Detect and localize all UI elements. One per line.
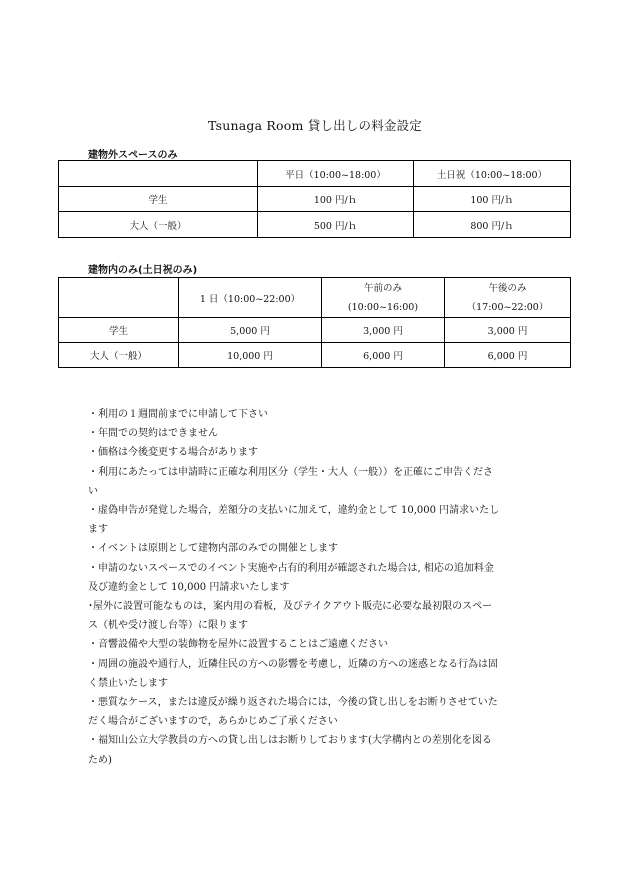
note-line: ・年間での契約はできません	[88, 428, 218, 440]
indoor-rate-table	[58, 277, 571, 368]
table-header-row	[59, 161, 571, 187]
page-title: Tsunaga Room 貸し出しの料金設定	[207, 118, 422, 133]
price-cell: 100 円/ｈ	[414, 187, 571, 212]
header-cell-weekend: 土日祝（10:00~18:00）	[414, 161, 571, 187]
price-cell: 6,000 円	[445, 343, 571, 368]
note-line: く禁止いたします	[88, 677, 168, 689]
note-line: ･屋外に設置可能なものは，案内用の看板，及びテイクアウト販売に必要な最初限のスペー	[88, 601, 493, 613]
price-cell: 10,000 円	[179, 343, 322, 368]
header-morning-hours: (10:00~16:00)	[347, 301, 419, 313]
header-cell-morning	[322, 278, 445, 318]
section-heading-indoor: 建物内のみ(土日祝のみ)	[88, 265, 198, 276]
header-cell-weekday: 平日（10:00~18:00）	[258, 161, 414, 187]
price-cell: 5,000 円	[179, 318, 322, 343]
note-line: だく場合がございますので，あらかじめご了承ください	[88, 716, 338, 728]
note-line: ・音響設備や大型の装飾物を屋外に設置することはご遠慮ください	[88, 639, 388, 651]
header-afternoon-label: 午後のみ	[488, 282, 527, 294]
section-heading-outdoor: 建物外スペースのみ	[88, 150, 178, 161]
note-line: ・周囲の施設や通行人，近隣住民の方への影響を考慮し，近隣の方への迷惑となる行為は固	[88, 658, 498, 670]
price-cell: 800 円/ｈ	[414, 212, 571, 238]
row-label-adult: 大人（一般）	[59, 343, 179, 368]
table-row	[59, 187, 571, 212]
note-line: ・利用にあたっては申請時に正確な利用区分（学生・大人（一般））を正確にご申告くださ	[88, 466, 493, 478]
note-line: ・イベントは原則として建物内部のみでの開催とします	[88, 543, 338, 555]
note-line: ・悪質なケース，または違反が繰り返された場合には，今後の貸し出しをお断りさせていた	[88, 697, 498, 709]
table-row	[59, 212, 571, 238]
price-cell: 3,000 円	[445, 318, 571, 343]
note-line: ・利用の１週間前までに申請して下さい	[88, 409, 268, 420]
row-label-student: 学生	[59, 318, 179, 343]
header-cell-afternoon	[445, 278, 571, 318]
price-cell: 500 円/ｈ	[258, 212, 414, 238]
note-line: い	[88, 485, 98, 497]
note-line: ため)	[88, 754, 112, 766]
table-row	[59, 318, 571, 343]
price-cell: 100 円/ｈ	[258, 187, 414, 212]
table-row	[59, 343, 571, 368]
usage-notes	[88, 405, 550, 770]
note-line: 及び違約金として 10,000 円請求いたします	[88, 581, 290, 593]
note-line: ス（机や受け渡し台等）に限ります	[88, 620, 248, 632]
row-label-student: 学生	[59, 187, 258, 212]
header-cell-empty	[59, 161, 258, 187]
note-line: ・価格は今後変更する場合があります	[88, 447, 258, 459]
note-line: ・申請のないスペースでのイベント実施や占有的利用が確認された場合は, 相応の追加料金	[88, 562, 494, 574]
price-cell: 6,000 円	[322, 343, 445, 368]
note-line: ・虚偽申告が発覚した場合，差額分の支払いに加えて，違約金として 10,000 円請求いたし	[88, 505, 500, 517]
note-line: ・福知山公立大学教員の方への貸し出しはお断りしております(大学構内との差別化を図る	[88, 735, 492, 747]
header-cell-full-day: 1 日（10:00~22:00）	[179, 278, 322, 318]
outdoor-rate-table	[58, 160, 571, 238]
row-label-adult: 大人（一般）	[59, 212, 258, 238]
price-cell: 3,000 円	[322, 318, 445, 343]
header-cell-empty	[59, 278, 179, 318]
note-line: ます	[88, 524, 108, 536]
table-header-row	[59, 278, 571, 318]
header-afternoon-hours: （17:00~22:00）	[466, 301, 549, 313]
header-morning-label: 午前のみ	[363, 282, 402, 294]
